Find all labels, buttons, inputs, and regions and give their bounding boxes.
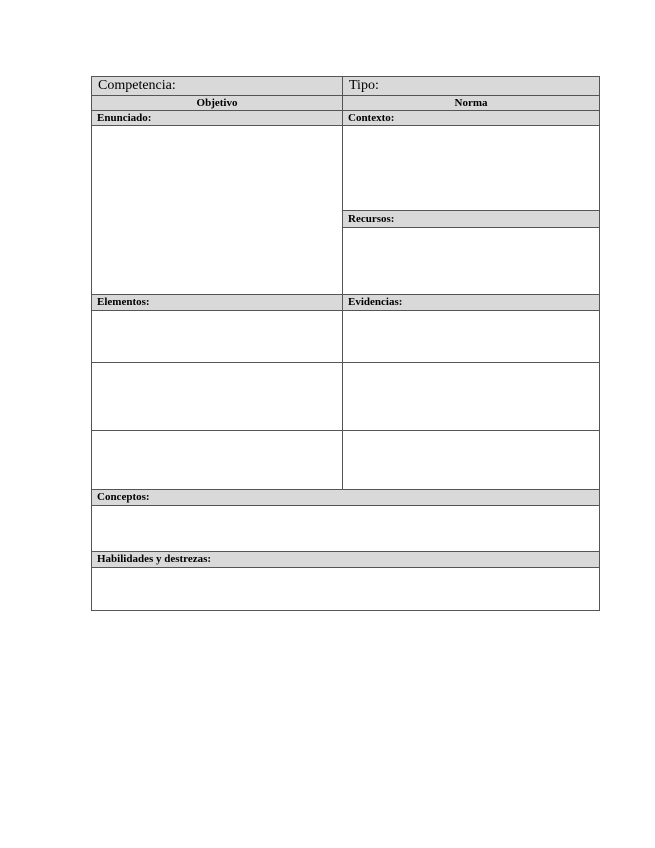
elemento-field-1[interactable] (92, 311, 342, 361)
row-divider (92, 362, 599, 363)
competency-form (91, 76, 600, 611)
row-divider (92, 310, 599, 311)
row-divider (92, 430, 599, 431)
evidencia-field-2[interactable] (343, 363, 599, 429)
objetivo-label: Objetivo (196, 97, 238, 109)
row-divider (92, 294, 599, 295)
tipo-header (343, 77, 599, 95)
habilidades-label: Habilidades y destrezas: (97, 553, 212, 565)
row-divider (92, 110, 599, 111)
objetivo-header (92, 96, 342, 110)
conceptos-header (92, 490, 599, 505)
evidencia-field-3[interactable] (343, 431, 599, 489)
contexto-label: Contexto: (348, 112, 395, 124)
evidencias-label: Evidencias: (348, 296, 403, 308)
evidencias-header (343, 295, 599, 310)
enunciado-label: Enunciado: (97, 112, 152, 124)
row-divider (343, 210, 599, 211)
recursos-field[interactable] (343, 228, 599, 294)
recursos-header (343, 211, 599, 227)
row-divider (92, 95, 599, 96)
competencia-label: Competencia: (98, 78, 176, 93)
conceptos-label: Conceptos: (97, 491, 150, 503)
norma-header (343, 96, 599, 110)
habilidades-field[interactable] (92, 568, 599, 610)
tipo-label: Tipo: (349, 78, 379, 93)
elementos-header (92, 295, 342, 310)
conceptos-field[interactable] (92, 506, 599, 551)
enunciado-field[interactable] (92, 126, 342, 294)
habilidades-header (92, 552, 599, 567)
recursos-label: Recursos: (348, 213, 395, 225)
row-divider (343, 227, 599, 228)
contexto-field[interactable] (343, 126, 599, 210)
elemento-field-3[interactable] (92, 431, 342, 489)
elementos-label: Elementos: (97, 296, 150, 308)
enunciado-header (92, 111, 342, 125)
row-divider (92, 489, 599, 490)
row-divider (92, 505, 599, 506)
competencia-header (92, 77, 342, 95)
row-divider (92, 567, 599, 568)
row-divider (92, 125, 599, 126)
elemento-field-2[interactable] (92, 363, 342, 429)
evidencia-field-1[interactable] (343, 311, 599, 361)
contexto-header (343, 111, 599, 125)
column-divider (342, 77, 343, 490)
row-divider (92, 551, 599, 552)
norma-label: Norma (454, 97, 488, 109)
